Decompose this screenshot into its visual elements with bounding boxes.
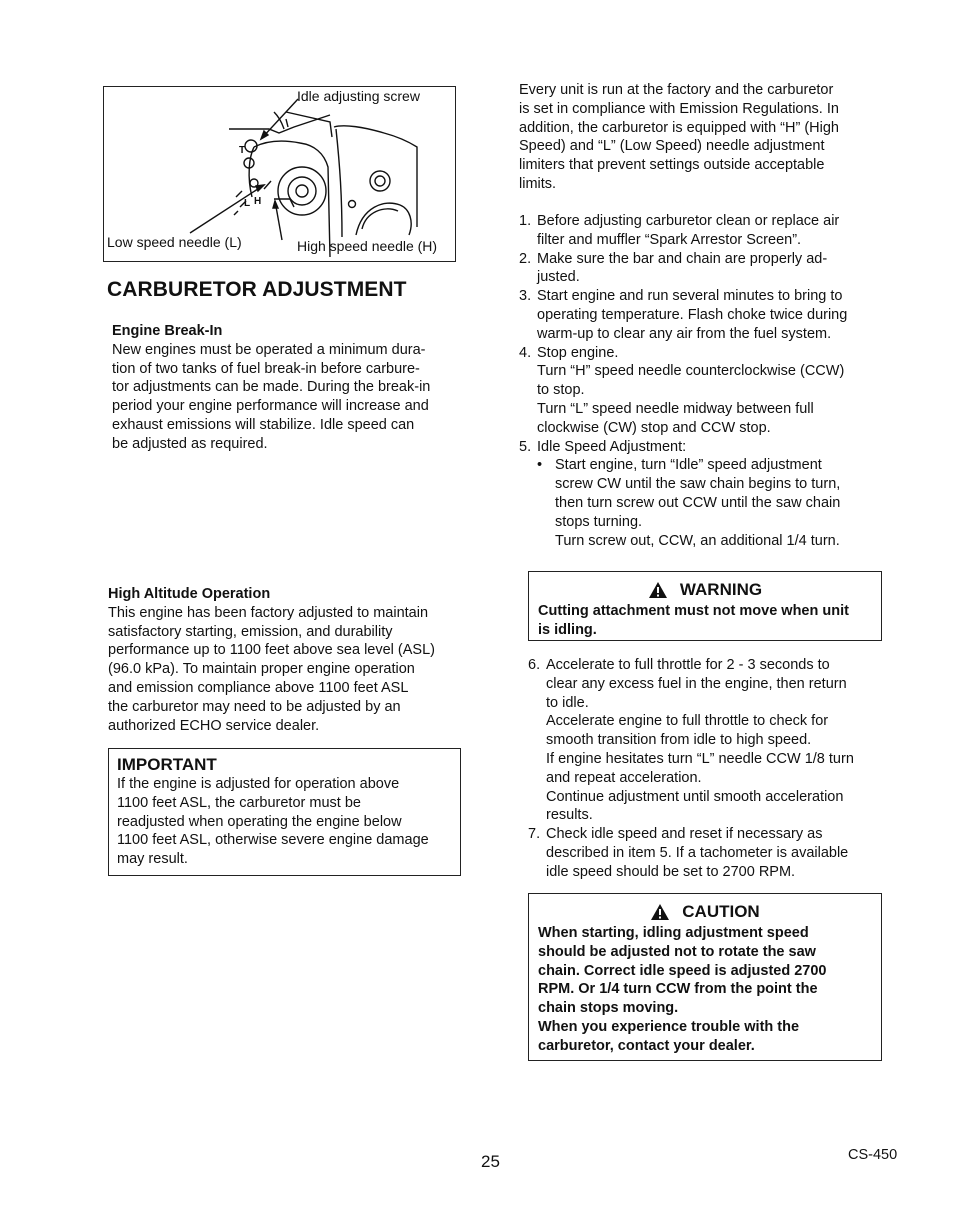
break-in-line: period your engine performance will increase and [112, 398, 429, 415]
carburetor-figure [103, 86, 456, 262]
steps-list-a [519, 212, 889, 550]
caution-line: RPM. Or 1/4 turn CCW from the point the [538, 981, 818, 998]
altitude-line: and emission compliance above 1100 feet ASL [108, 679, 409, 696]
step-line: Turn “L” speed needle midway between full [537, 400, 814, 417]
caution-title: CAUTION [682, 901, 760, 921]
important-line: readjusted when operating the engine below [117, 813, 402, 830]
step-item [519, 287, 889, 343]
step5-bullet [519, 456, 889, 550]
warning-triangle-icon [648, 581, 668, 599]
steps-list-b [528, 656, 898, 882]
step-number: 4. [519, 344, 532, 361]
intro-line: addition, the carburetor is equipped with “H” (High [519, 119, 839, 136]
bullet-item [519, 456, 889, 550]
step-line: Check idle speed and reset if necessary as [546, 826, 823, 843]
step-line: Start engine and run several minutes to bring to [537, 288, 843, 305]
model-code: CS-450 [848, 1147, 898, 1163]
break-in-line: tor adjustments can be made. During the break-in [112, 379, 431, 396]
altitude-line: authorized ECHO service dealer. [108, 717, 320, 734]
break-in-heading: Engine Break-In [112, 323, 223, 339]
break-in-line: be adjusted as required. [112, 435, 268, 452]
step-line: warm-up to clear any air from the fuel system. [537, 325, 832, 342]
step-number: 5. [519, 438, 532, 455]
caution-header [529, 900, 881, 924]
step-line: smooth transition from idle to high speed. [546, 732, 812, 749]
step-line: Accelerate engine to full throttle to check for [546, 713, 829, 730]
high-needle-label: High speed needle (H) [297, 238, 438, 254]
bullet-dot: • [537, 457, 543, 474]
important-line: If the engine is adjusted for operation above [117, 776, 400, 792]
altitude-line: satisfactory starting, emission, and durability [108, 623, 393, 640]
step-item [519, 250, 889, 288]
step-number: 1. [519, 213, 532, 229]
intro-line: limiters that prevent settings outside acceptable [519, 157, 825, 174]
step-line: Idle Speed Adjustment: [537, 438, 687, 455]
warning-title: WARNING [679, 579, 763, 599]
warning-box [528, 571, 882, 641]
altitude-heading: High Altitude Operation [108, 586, 271, 602]
caution-line: chain stops moving. [538, 1000, 679, 1017]
intro-line: Speed) and “L” (Low Speed) needle adjustment [519, 138, 825, 155]
important-line: may result. [117, 851, 188, 868]
caution-triangle-icon [650, 903, 670, 921]
caution-line: When starting, idling adjustment speed [538, 925, 809, 941]
caution-line: chain. Correct idle speed is adjusted 2700 [538, 962, 827, 979]
step-line: operating temperature. Flash choke twice during [537, 306, 848, 323]
step-number: 3. [519, 288, 532, 305]
caution-line: carburetor, contact your dealer. [538, 1037, 755, 1054]
idle-screw-label: Idle adjusting screw [297, 88, 420, 104]
bullet-line: Turn screw out, CCW, an additional 1/4 turn. [555, 532, 840, 549]
warning-line: is idling. [538, 621, 597, 638]
important-line: 1100 feet ASL, the carburetor must be [117, 794, 361, 811]
step-item [519, 344, 889, 438]
low-needle-label: Low speed needle (L) [107, 234, 242, 250]
page-number: 25 [481, 1152, 500, 1171]
altitude-line: the carburetor may need to be adjusted by an [108, 698, 401, 715]
intro-line: is set in compliance with Emission Regulations. In [519, 100, 839, 117]
step-line: clear any excess fuel in the engine, then return [546, 675, 847, 692]
bullet-line: Start engine, turn “Idle” speed adjustment [555, 457, 822, 474]
step-line: to stop. [537, 382, 585, 399]
step-number: 2. [519, 250, 532, 267]
intro-paragraph [519, 81, 879, 194]
altitude-section [108, 585, 468, 735]
step-item [519, 438, 889, 457]
warning-header [529, 578, 881, 602]
break-in-line: tion of two tanks of fuel break-in before carbure- [112, 360, 420, 377]
step-line: Make sure the bar and chain are properly ad- [537, 250, 828, 267]
step-line: Stop engine. [537, 344, 619, 361]
caution-box [528, 893, 882, 1061]
important-heading: IMPORTANT [117, 755, 217, 774]
l-marker: L [244, 198, 251, 209]
altitude-line: This engine has been factory adjusted to maintain [108, 604, 429, 621]
bullet-line: then turn screw out CCW until the saw chain [555, 494, 841, 511]
step-line: idle speed should be set to 2700 RPM. [546, 863, 796, 880]
section-title: CARBURETOR ADJUSTMENT [107, 278, 407, 301]
important-line: 1100 feet ASL, otherwise severe engine damage [117, 832, 429, 849]
step-line: to idle. [546, 694, 589, 711]
altitude-line: (96.0 kPa). To maintain proper engine operation [108, 661, 415, 678]
break-in-section [112, 322, 462, 454]
break-in-line: exhaust emissions will stabilize. Idle speed can [112, 416, 415, 433]
step-line: results. [546, 807, 593, 824]
important-box [108, 748, 461, 876]
step-line: Turn “H” speed needle counterclockwise (CCW) [537, 363, 845, 380]
step-line: filter and muffler “Spark Arrestor Screen”. [537, 231, 802, 248]
step-line: justed. [537, 269, 580, 286]
bullet-line: screw CW until the saw chain begins to turn, [555, 476, 841, 493]
step-number: 7. [528, 826, 541, 843]
step-line: Before adjusting carburetor clean or replace air [537, 213, 840, 229]
intro-line: limits. [519, 175, 557, 192]
step-line: clockwise (CW) stop and CCW stop. [537, 419, 771, 436]
caution-line: should be adjusted not to rotate the saw [538, 943, 816, 960]
step-line: described in item 5. If a tachometer is available [546, 844, 849, 861]
intro-line: Every unit is run at the factory and the carburetor [519, 82, 834, 98]
step-number: 6. [528, 657, 541, 673]
step-item [519, 212, 889, 250]
caution-line: When you experience trouble with the [538, 1018, 800, 1035]
step-line: Continue adjustment until smooth acceleration [546, 788, 844, 805]
step-item [528, 825, 898, 881]
break-in-line: New engines must be operated a minimum dura- [112, 341, 426, 358]
h-marker: H [254, 196, 262, 207]
step-line: If engine hesitates turn “L” needle CCW 1/8 turn [546, 750, 854, 767]
step-line: Accelerate to full throttle for 2 - 3 seconds to [546, 657, 830, 673]
bullet-line: stops turning. [555, 513, 643, 530]
step-item [528, 656, 898, 825]
step-line: and repeat acceleration. [546, 769, 702, 786]
altitude-line: performance up to 1100 feet above sea level (ASL) [108, 642, 435, 659]
t-marker: T [239, 145, 246, 156]
warning-line: Cutting attachment must not move when unit [538, 603, 849, 619]
